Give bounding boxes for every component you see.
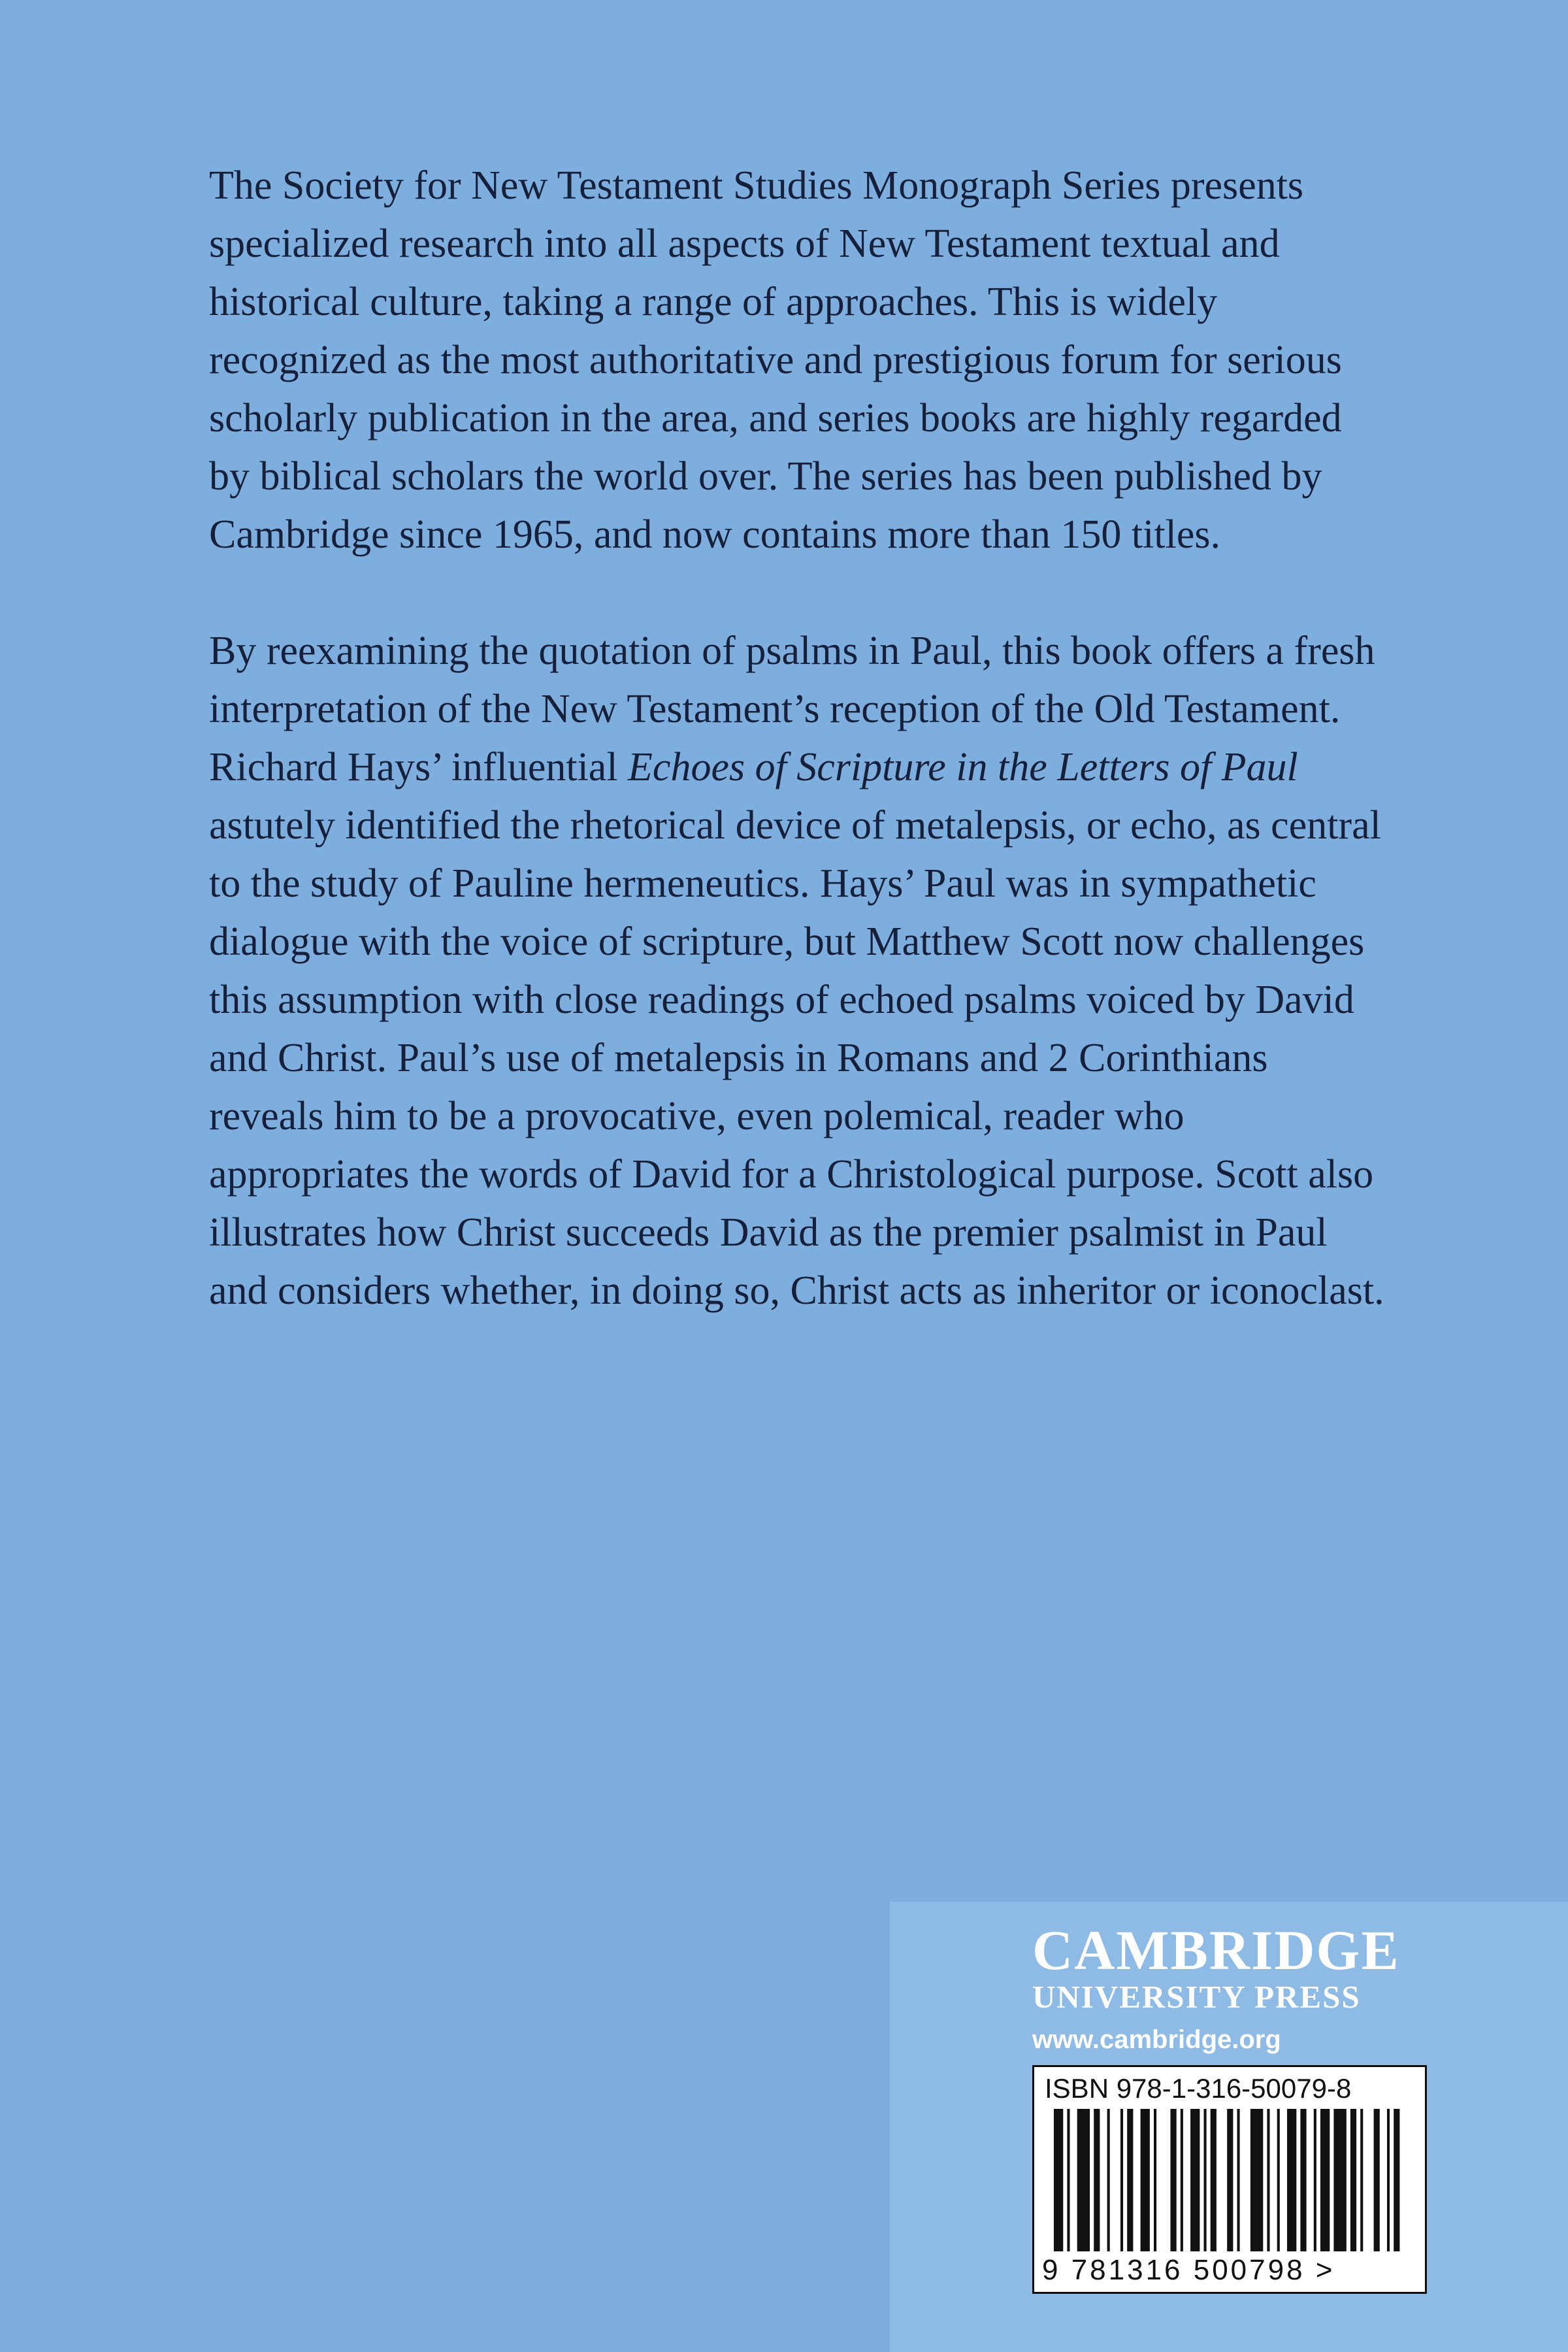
barcode-bar xyxy=(1204,2109,1207,2251)
barcode-bar xyxy=(1350,2109,1356,2251)
barcode-bar xyxy=(1154,2109,1156,2251)
barcode-bar xyxy=(1171,2109,1177,2251)
barcode-bar xyxy=(1141,2109,1150,2251)
barcode-bar xyxy=(1127,2109,1133,2251)
blurb-paragraph-series: The Society for New Testament Studies Monograph Series presents specialized research into all aspects of New Testament textual and historical culture, taking a range of approaches. This is widely recognized as the most authoritative and prestigious forum for serious scholarly publication in the area, and series books are highly regarded by biblical scholars the world over. The series has been published by Cambridge since 1965, and now contains more than 150 titles. xyxy=(209,163,1342,557)
barcode-bar xyxy=(1120,2109,1123,2251)
isbn-barcode xyxy=(1032,2065,1427,2294)
barcode-bar xyxy=(1054,2109,1063,2251)
barcode-bar xyxy=(1374,2109,1380,2251)
barcode-bar xyxy=(1300,2109,1306,2251)
barcode-bar xyxy=(1227,2109,1233,2251)
barcode-bar xyxy=(1211,2109,1217,2251)
barcode-bar xyxy=(1277,2109,1280,2251)
publisher-logo-name: CAMBRIDGE xyxy=(1032,1919,1400,1981)
barcode-bar xyxy=(1190,2109,1200,2251)
barcode-bar xyxy=(1267,2109,1269,2251)
publisher-logo-subname: UNIVERSITY PRESS xyxy=(1032,1979,1361,2015)
barcode-bar xyxy=(1181,2109,1183,2251)
blurb-text-before-title: By reexamining the quotation of psalms in Paul, this book offers a fresh interpretation of the New Testament’s reception of the Old Testament. Richard Hays’ influential xyxy=(209,629,1375,789)
publisher-panel xyxy=(890,1902,1568,2352)
barcode-bar xyxy=(1287,2109,1296,2251)
barcode-bar xyxy=(1237,2109,1240,2251)
barcode-bar xyxy=(1360,2109,1363,2251)
isbn-label: ISBN 978-1-316-50079-8 xyxy=(1045,2073,1352,2104)
barcode-bar xyxy=(1333,2109,1346,2251)
barcode-bar xyxy=(1107,2109,1110,2251)
barcode-bar xyxy=(1067,2109,1070,2251)
barcode-bar xyxy=(1387,2109,1390,2251)
cited-book-title: Echoes of Scripture in the Letters of Paul xyxy=(628,745,1298,789)
barcode-bar xyxy=(1320,2109,1330,2251)
barcode-bar xyxy=(1314,2109,1316,2251)
barcode-bar xyxy=(1394,2109,1399,2251)
barcode-bar xyxy=(1250,2109,1263,2251)
blurb xyxy=(209,157,1385,1320)
publisher-url: www.cambridge.org xyxy=(1032,2025,1281,2054)
barcode-bar xyxy=(1094,2109,1100,2251)
barcode-bar xyxy=(1077,2109,1090,2251)
barcode-digits: 9 781316 500798 > xyxy=(1042,2254,1335,2286)
blurb-text-after-title: astutely identified the rhetorical device of metalepsis, or echo, as central to the study of Pauline hermeneutics. Hays’ Paul was in sympathetic dialogue with the voice of scripture, but Matthew Scott now challenges this assumption with close readings of echoed psalms voiced by David and Christ. Paul’s use of metalepsis in Romans and 2 Corinthians reveals him to be a provocative, even polemical, reader who appropriates the words of David for a Christological purpose. Scott also illustrates how Christ succeeds David as the premier psalmist in Paul and considers whether, in doing so, Christ acts as inheritor or iconoclast. xyxy=(209,803,1384,1313)
blurb-paragraph-book xyxy=(209,622,1385,1320)
